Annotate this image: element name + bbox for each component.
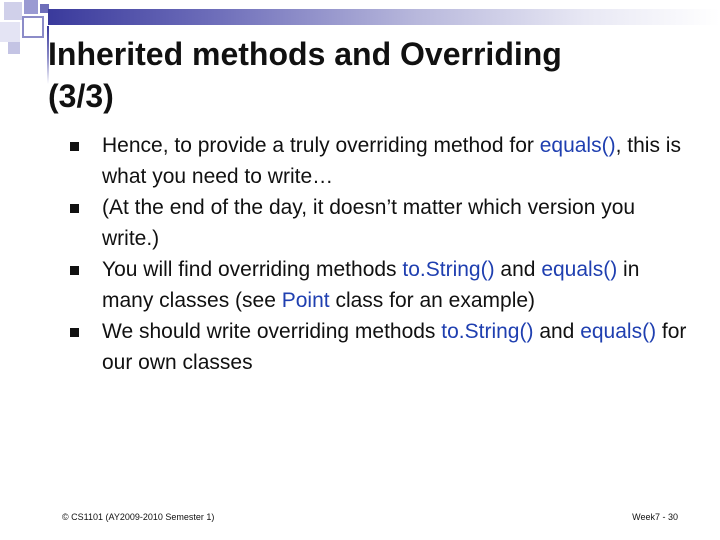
code-term: Point (281, 289, 330, 312)
bullet-text: You will find overriding methods (102, 258, 403, 281)
bullet-text: Hence, to provide a truly overriding method for (102, 134, 540, 157)
code-term: to.String() (441, 320, 534, 343)
bullet-text: for our own classes (102, 320, 687, 374)
square-bullet-icon (70, 204, 79, 213)
header-gradient-bar (48, 9, 720, 25)
square-bullet-icon (70, 328, 79, 337)
bullet-item (70, 130, 690, 192)
bullet-text: and (533, 320, 581, 343)
bullet-item (70, 192, 690, 254)
title-line-1: Inherited methods and Overriding (48, 36, 562, 72)
bullet-text: in many classes (see (102, 258, 640, 312)
bullet-text: and (494, 258, 542, 281)
bullet-list (70, 130, 690, 378)
bullet-text: We should write overriding methods (102, 320, 442, 343)
bullet-text: , this is what you need to write… (102, 134, 681, 188)
code-term: to.String() (402, 258, 495, 281)
bullet-text: class for an example) (329, 289, 536, 312)
bullet-item (70, 316, 690, 378)
code-term: equals() (580, 320, 657, 343)
slide-title (48, 33, 688, 117)
title-line-2: (3/3) (48, 78, 114, 114)
square-bullet-icon (70, 266, 79, 275)
square-bullet-icon (70, 142, 79, 151)
footer-page-number: Week7 - 30 (632, 512, 678, 522)
bullet-item (70, 254, 690, 316)
code-term: equals() (539, 134, 616, 157)
footer-copyright: © CS1101 (AY2009-2010 Semester 1) (62, 512, 215, 522)
code-term: equals() (541, 258, 618, 281)
bullet-text: (At the end of the day, it doesn’t matter which version you write.) (102, 196, 636, 250)
